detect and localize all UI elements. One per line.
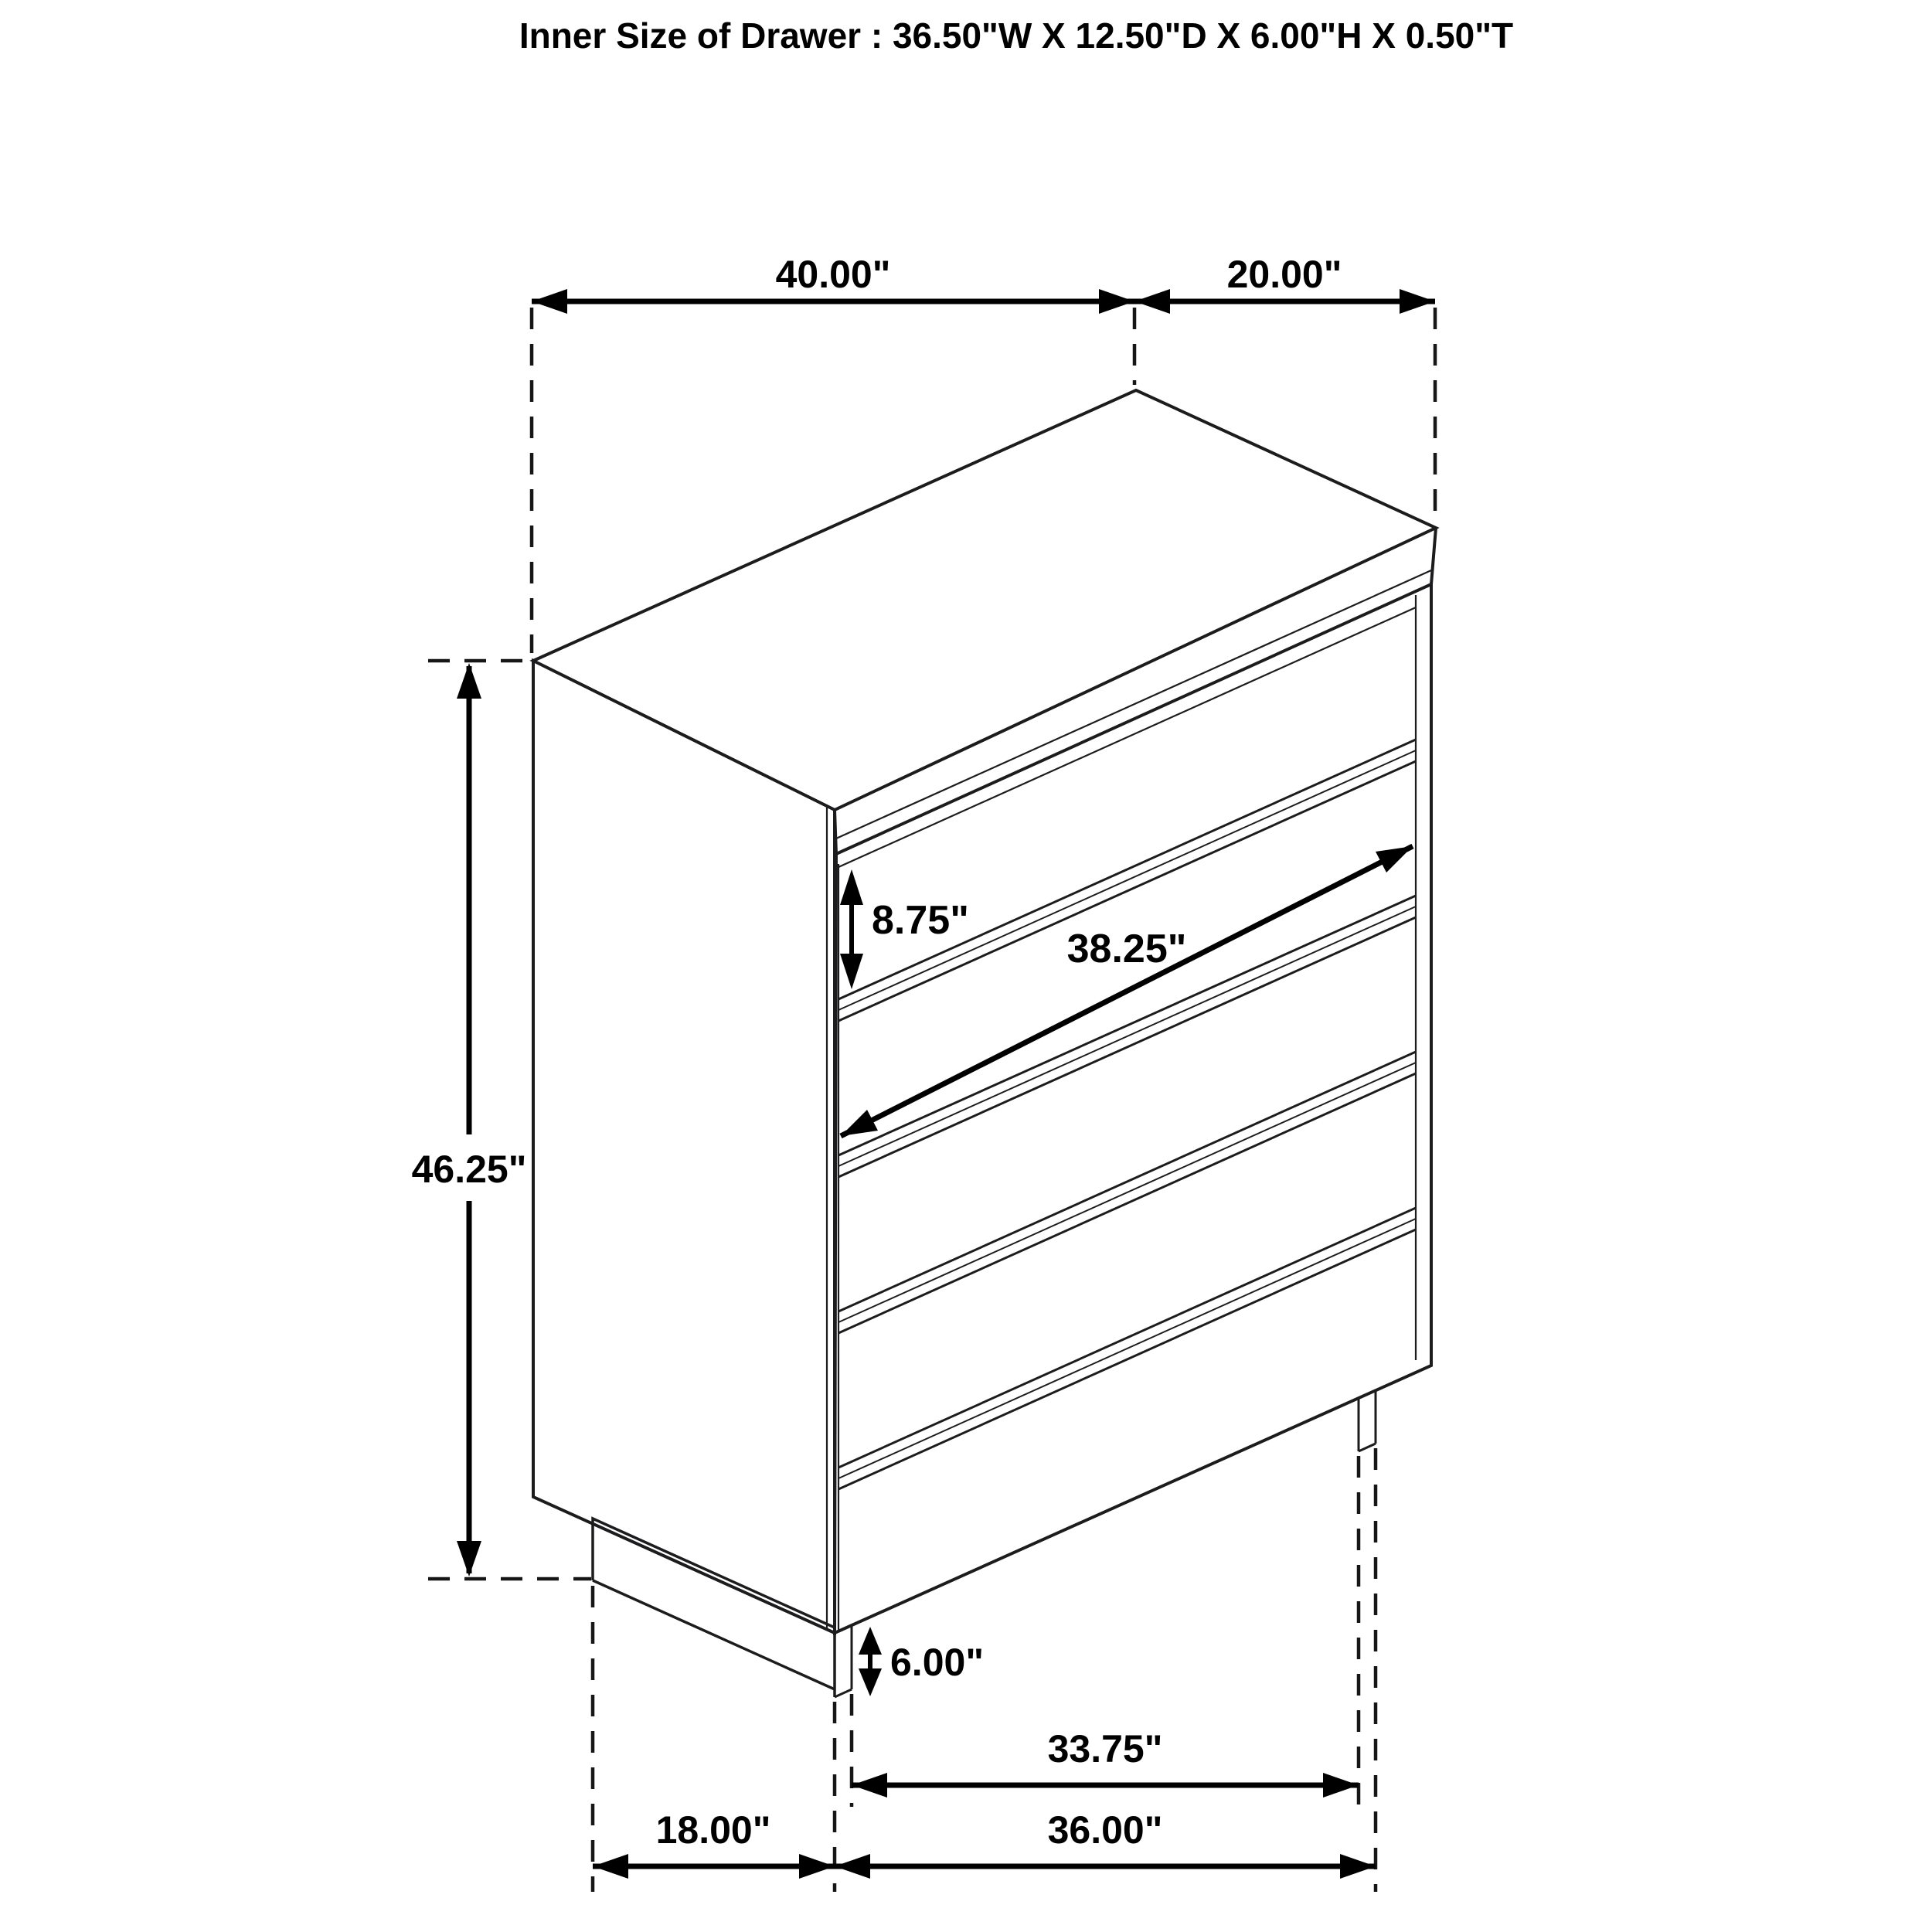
arrowhead-icon (859, 1627, 882, 1655)
front-left-leg-bottom (835, 1689, 852, 1697)
leg-height-label: 6.00" (890, 1641, 985, 1684)
arrowhead-icon (1400, 289, 1435, 314)
arrowhead-icon (457, 663, 481, 699)
leg-outer-span-label: 36.00" (1047, 1808, 1163, 1852)
arrowhead-icon (799, 1854, 835, 1879)
arrowhead-icon (835, 1854, 870, 1879)
leg-inner-span-label: 33.75" (1047, 1727, 1163, 1770)
drawer-face-height-label: 8.75" (872, 898, 969, 943)
chest-side-panel (533, 661, 835, 1633)
overall-height-label: 46.25" (411, 1148, 527, 1191)
top-slab-edge (1431, 528, 1436, 584)
base-side-depth-label: 18.00" (655, 1808, 771, 1852)
front-right-leg-bottom (1359, 1444, 1376, 1451)
top-width-label: 40.00" (775, 253, 891, 296)
arrowhead-icon (1099, 289, 1134, 314)
arrowhead-icon (852, 1773, 887, 1798)
arrowhead-icon (532, 289, 567, 314)
arrowhead-icon (457, 1541, 481, 1577)
arrowhead-icon (593, 1854, 628, 1879)
arrowhead-icon (1323, 1773, 1359, 1798)
chest-drawing (533, 390, 1436, 1697)
top-depth-label: 20.00" (1226, 253, 1342, 296)
arrowhead-icon (1340, 1854, 1376, 1879)
drawer-face-width-label: 38.25" (1066, 927, 1187, 971)
arrowhead-icon (1134, 289, 1170, 314)
arrowhead-icon (859, 1668, 882, 1696)
page-title: Inner Size of Drawer : 36.50"W X 12.50"D X 6.00"H X 0.50"T (519, 15, 1514, 56)
